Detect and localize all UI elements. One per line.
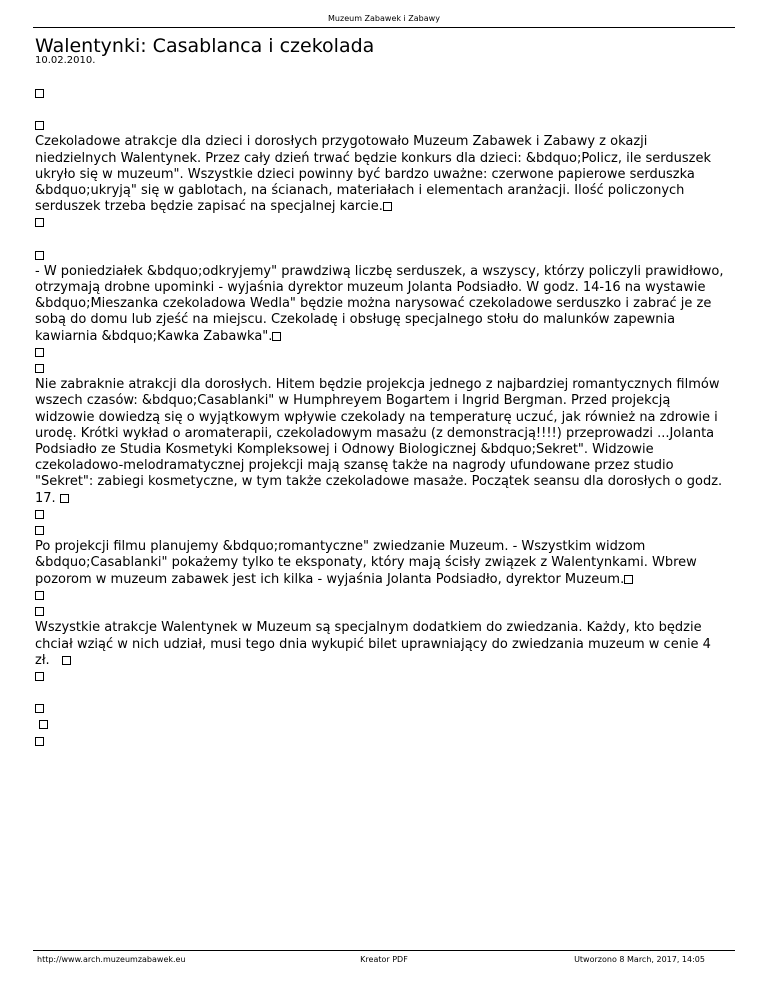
text-line: urodę. Krótki wykład o aromaterapii, czekoladowym masażu (z demonstracją!!!!) przeprowadzi ...Jolanta bbox=[35, 425, 715, 441]
site-title: Muzeum Zabawek i Zabawy bbox=[328, 14, 440, 23]
text-line: "Sekret": zabiegi kosmetyczne, w tym także czekoladowe masaże. Początek seansu dla dorosłych o godz. bbox=[35, 474, 723, 490]
missing-glyph-icon bbox=[62, 656, 71, 665]
text-segment: serduszek trzeba będzie zapisać na specjalnej karcie. bbox=[35, 199, 383, 215]
text-segment: 17. bbox=[35, 490, 56, 506]
text-line: &bdquo;ukryją" się w gablotach, na ścianach, materiałach i elementach aranżacji. Ilość policzonych bbox=[35, 183, 685, 199]
article-title: Walentynki: Casablanca i czekolada bbox=[35, 35, 375, 57]
missing-glyph-icon bbox=[35, 704, 44, 713]
text-line: niedzielnych Walentynek. Przez cały dzień trwać będzie konkurs dla dzieci: &bdquo;Policz, ile serduszek bbox=[35, 150, 711, 166]
footer-divider bbox=[33, 950, 735, 951]
article-date: 10.02.2010. bbox=[35, 55, 96, 66]
text-line: sobą do domu lub zjeść na miejscu. Czekoladę i obsługę specjalnego stołu do malunków zapewnia bbox=[35, 312, 676, 328]
article-body bbox=[35, 86, 735, 750]
text-line-with-glyph bbox=[35, 329, 735, 345]
missing-glyph-icon bbox=[35, 251, 44, 260]
text-line: &bdquo;Mieszanka czekoladowa Wedla" będzie można narysować czekoladowe serduszko i zabrać je ze bbox=[35, 296, 712, 312]
missing-glyph-icon bbox=[35, 218, 44, 227]
placeholder-glyph-row bbox=[35, 215, 735, 231]
missing-glyph-icon bbox=[35, 526, 44, 535]
placeholder-glyph-row bbox=[35, 361, 735, 377]
text-line: Nie zabraknie atrakcji dla dorosłych. Hitem będzie projekcja jednego z najbardziej romantycznych filmów bbox=[35, 377, 720, 393]
missing-glyph-icon bbox=[35, 89, 44, 98]
text-line-with-glyph bbox=[35, 572, 735, 588]
text-segment: zł. bbox=[35, 652, 50, 668]
missing-glyph-icon bbox=[60, 494, 69, 503]
text-line: otrzymają drobne upominki - wyjaśnia dyrektor muzeum Jolanta Podsiadło. W godz. 14-16 na wystawie bbox=[35, 280, 706, 296]
header-divider bbox=[33, 27, 735, 28]
missing-glyph-icon bbox=[624, 575, 633, 584]
blank-line bbox=[35, 102, 735, 118]
placeholder-glyph-row bbox=[35, 588, 735, 604]
text-line-with-glyph bbox=[35, 491, 735, 507]
blank-line bbox=[35, 685, 735, 701]
placeholder-glyph-row bbox=[35, 717, 735, 733]
missing-glyph-icon bbox=[383, 202, 392, 211]
placeholder-glyph-row bbox=[35, 701, 735, 717]
footer-creator: Kreator PDF bbox=[360, 955, 408, 964]
placeholder-glyph-row bbox=[35, 345, 735, 361]
missing-glyph-icon bbox=[35, 348, 44, 357]
missing-glyph-icon bbox=[35, 591, 44, 600]
placeholder-glyph-row bbox=[35, 118, 735, 134]
text-line-with-glyph bbox=[35, 653, 735, 669]
placeholder-glyph-row bbox=[35, 523, 735, 539]
missing-glyph-icon bbox=[35, 364, 44, 373]
text-line: Podsiadło ze Studia Kosmetyki Kompleksowej i Odnowy Biologicznej &bdquo;Sekret". Widzowie bbox=[35, 442, 654, 458]
text-line: widzowie dowiedzą się o wyjątkowym wpływie czekolady na temperaturę uczuć, jak również na zdrowie i bbox=[35, 409, 718, 425]
placeholder-glyph-row bbox=[35, 734, 735, 750]
text-line: czekoladowo-melodramatycznej projekcji mają szansę także na nagrody ufundowane przez studio bbox=[35, 458, 674, 474]
text-line: &bdquo;Casablanki" pokażemy tylko te eksponaty, który mają ścisły związek z Walentynkami. Wbrew bbox=[35, 555, 697, 571]
missing-glyph-icon bbox=[35, 607, 44, 616]
missing-glyph-icon bbox=[35, 672, 44, 681]
missing-glyph-icon bbox=[39, 720, 48, 729]
text-line: wszech czasów: &bdquo;Casablanki" w Humphreyem Bogartem i Ingrid Bergman. Przed projekcją bbox=[35, 393, 671, 409]
text-line: - W poniedziałek &bdquo;odkryjemy" prawdziwą liczbę serduszek, a wszyscy, którzy policzyli prawidłowo, bbox=[35, 263, 724, 279]
placeholder-glyph-row bbox=[35, 669, 735, 685]
text-line: Wszystkie atrakcje Walentynek w Muzeum są specjalnym dodatkiem do zwiedzania. Każdy, kto będzie bbox=[35, 620, 702, 636]
missing-glyph-icon bbox=[35, 510, 44, 519]
placeholder-glyph-row bbox=[35, 86, 735, 102]
text-line-with-glyph bbox=[35, 199, 735, 215]
text-line: ukryło się w muzeum". Wszystkie dzieci powinny być bardzo uważne: czerwone papierowe serduszka bbox=[35, 166, 695, 182]
text-line: Czekoladowe atrakcje dla dzieci i dorosłych przygotowało Muzeum Zabawek i Zabawy z okazji bbox=[35, 134, 648, 150]
placeholder-glyph-row bbox=[35, 248, 735, 264]
text-line: chciał wziąć w nich udział, musi tego dnia wykupić bilet uprawniający do zwiedzania muzeum w cenie 4 bbox=[35, 636, 711, 652]
placeholder-glyph-row bbox=[35, 604, 735, 620]
text-line: Po projekcji filmu planujemy &bdquo;romantyczne" zwiedzanie Muzeum. - Wszystkim widzom bbox=[35, 539, 646, 555]
footer-url: http://www.arch.muzeumzabawek.eu bbox=[37, 955, 186, 964]
missing-glyph-icon bbox=[35, 121, 44, 130]
placeholder-glyph-row bbox=[35, 507, 735, 523]
missing-glyph-icon bbox=[35, 737, 44, 746]
text-segment: kawiarnia &bdquo;Kawka Zabawka". bbox=[35, 328, 273, 344]
missing-glyph-icon bbox=[272, 332, 281, 341]
blank-line bbox=[35, 232, 735, 248]
footer-created-date: Utworzono 8 March, 2017, 14:05 bbox=[574, 955, 705, 964]
text-segment: pozorom w muzeum zabawek jest ich kilka - wyjaśnia Jolanta Podsiadło, dyrektor Muzeum. bbox=[35, 571, 625, 587]
